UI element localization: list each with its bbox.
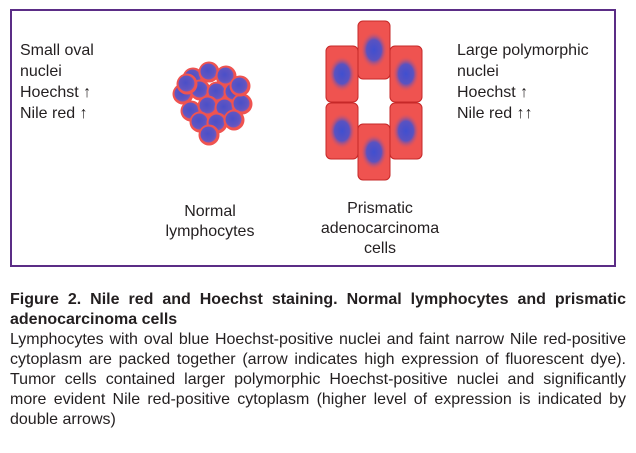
lymphocyte-nucleus xyxy=(200,98,216,114)
left-nuclei-line2: nuclei xyxy=(20,63,62,80)
figure-caption xyxy=(10,290,626,430)
adenocarcinoma-label-line3: cells xyxy=(363,240,396,257)
adenocarcinoma-label-line2: adenocarcinoma xyxy=(320,220,440,237)
adenocarcinoma-cluster xyxy=(326,21,422,180)
caption-body: Lymphocytes with oval blue Hoechst-positive nuclei and faint narrow Nile red-positive cytoplasm are packed together (arrow indicates high expression of fluorescent dye). Tumor cells contained larger polymorphic Hoechst-positive nuclei and significantly more evident Nile red-positive cytoplasm (higher level of expression is indicated by double arrows) xyxy=(10,331,626,428)
lymphocyte-nucleus xyxy=(226,112,242,128)
lymphocyte-nucleus xyxy=(232,78,248,94)
adenocarcinoma-label-line1: Prismatic xyxy=(347,200,413,217)
lymphocyte-cluster xyxy=(173,62,253,146)
lymphocyte-nucleus xyxy=(201,127,217,143)
adenocarcinoma-nucleus xyxy=(361,31,388,68)
left-nile-red: Nile red ↑ xyxy=(20,105,88,122)
left-description xyxy=(20,40,94,124)
adenocarcinoma-nucleus xyxy=(393,113,420,149)
lymphocyte-nucleus xyxy=(201,64,217,80)
right-nile-red: Nile red ↑↑ xyxy=(457,105,533,122)
lymphocytes-label-line1: Normal xyxy=(184,203,236,220)
right-nuclei-line1: Large polymorphic xyxy=(457,42,589,59)
adenocarcinoma-nucleus xyxy=(393,56,420,92)
right-hoechst: Hoechst ↑ xyxy=(457,84,529,101)
left-hoechst: Hoechst ↑ xyxy=(20,84,92,101)
adenocarcinoma-nucleus xyxy=(361,134,388,170)
right-description xyxy=(457,40,589,124)
adenocarcinoma-nucleus xyxy=(329,56,356,92)
adenocarcinoma-label xyxy=(310,199,450,259)
lymphocytes-label xyxy=(150,202,270,242)
lymphocyte-nucleus xyxy=(179,76,195,92)
lymphocyte-nucleus xyxy=(234,96,250,112)
caption-title: Figure 2. Nile red and Hoechst staining. Normal lymphocytes and prismatic adenocarcinoma cells xyxy=(10,291,626,328)
right-nuclei-line2: nuclei xyxy=(457,63,499,80)
adenocarcinoma-nucleus xyxy=(329,113,356,149)
left-nuclei-line1: Small oval xyxy=(20,42,94,59)
lymphocytes-label-line2: lymphocytes xyxy=(165,223,255,240)
